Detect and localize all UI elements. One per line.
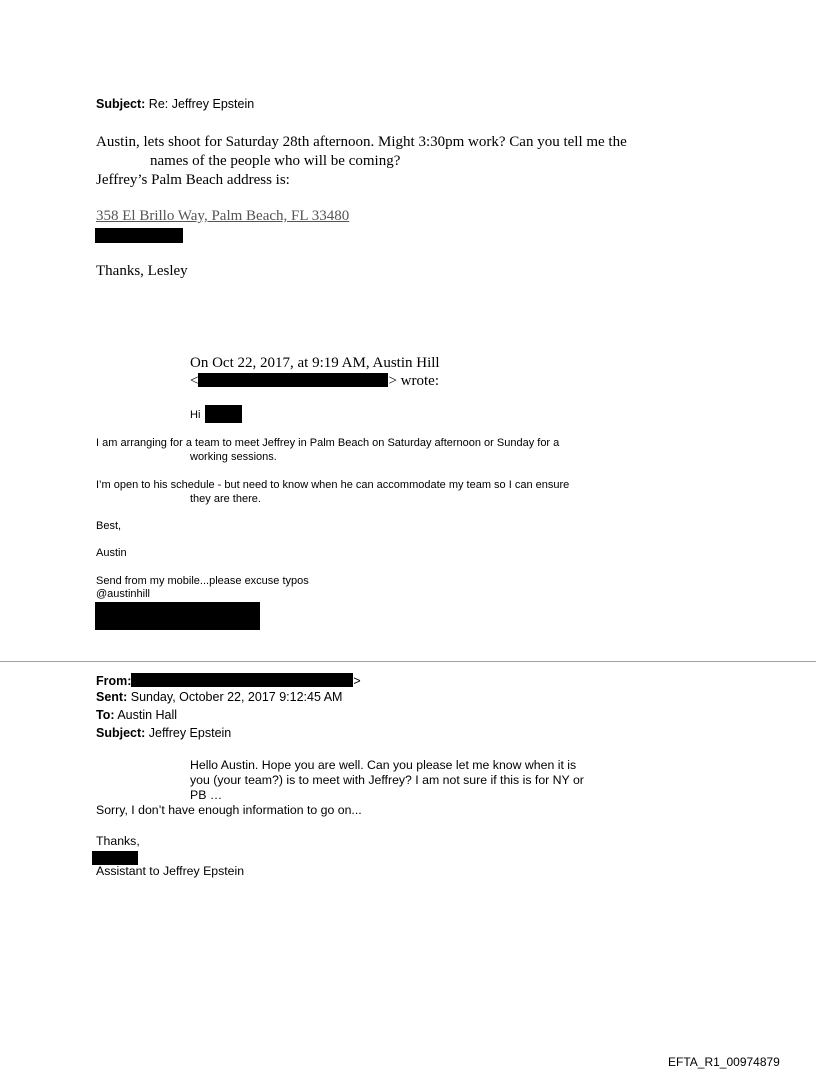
original-body-line-4: Sorry, I don’t have enough information to go on... <box>96 803 362 817</box>
original-sent-value: Sunday, October 22, 2017 9:12:45 AM <box>130 690 343 704</box>
original-to-label: To: <box>96 708 115 722</box>
quoted-para1-line-1: I am arranging for a team to meet Jeffrey in Palm Beach on Saturday afternoon or Sunday for a <box>96 437 560 449</box>
message-divider <box>0 661 816 662</box>
quoted-para2-line-2: they are there. <box>190 493 261 505</box>
original-body-line-2: you (your team?) is to meet with Jeffrey? I am not sure if this is for NY or <box>190 773 584 787</box>
quoted-header-line-1: On Oct 22, 2017, at 9:19 AM, Austin Hill <box>190 355 440 371</box>
reply-subject-value: Re: Jeffrey Epstein <box>148 97 255 111</box>
address-link[interactable]: 358 El Brillo Way, Palm Beach, FL 33480 <box>96 208 350 224</box>
reply-subject-label: Subject: <box>96 97 146 111</box>
original-body-line-3: PB … <box>190 788 223 802</box>
original-subject-line <box>96 726 231 740</box>
original-thanks: Thanks, <box>96 834 140 848</box>
original-sent-label: Sent: <box>96 690 128 704</box>
quoted-greeting: Hi <box>190 409 201 421</box>
original-from-label: From: <box>96 674 132 688</box>
quoted-para1-line-2: working sessions. <box>190 451 277 463</box>
original-sent-line <box>96 690 342 704</box>
original-subject-label: Subject: <box>96 726 146 740</box>
original-body-line-1: Hello Austin. Hope you are well. Can you please let me know when it is <box>190 758 577 772</box>
quoted-header-line-2 <box>190 373 439 390</box>
reply-signoff: Thanks, Lesley <box>96 263 188 279</box>
document-id: EFTA_R1_00974879 <box>668 1055 780 1069</box>
redaction-block <box>95 228 183 243</box>
original-from-suffix: > <box>353 674 361 688</box>
quoted-para2-line-1: I’m open to his schedule - but need to know when he can accommodate my team so I can ensure <box>96 479 570 491</box>
quoted-handle: @austinhill <box>96 588 150 600</box>
redaction-block <box>95 602 260 630</box>
original-from-line <box>96 673 361 688</box>
original-to-value: Austin Hall <box>117 708 178 722</box>
original-to-line <box>96 708 177 722</box>
original-signature-title: Assistant to Jeffrey Epstein <box>96 864 245 878</box>
reply-subject-line <box>96 97 254 111</box>
redaction-block <box>205 405 242 423</box>
reply-body-line-3: Jeffrey’s Palm Beach address is: <box>96 172 290 188</box>
reply-body-line-2: names of the people who will be coming? <box>150 153 401 169</box>
original-subject-value: Jeffrey Epstein <box>148 726 232 740</box>
quoted-closing: Best, <box>96 520 122 532</box>
redaction-block <box>131 673 353 687</box>
redaction-block <box>198 373 388 387</box>
redaction-block <box>92 851 138 865</box>
quoted-header-wrote: > wrote: <box>388 373 439 389</box>
quoted-name: Austin <box>96 547 127 559</box>
reply-body-line-1: Austin, lets shoot for Saturday 28th afternoon. Might 3:30pm work? Can you tell me the <box>96 134 627 150</box>
quoted-header-open-bracket: < <box>190 373 199 389</box>
quoted-mobile-note: Send from my mobile...please excuse typos <box>96 575 309 587</box>
